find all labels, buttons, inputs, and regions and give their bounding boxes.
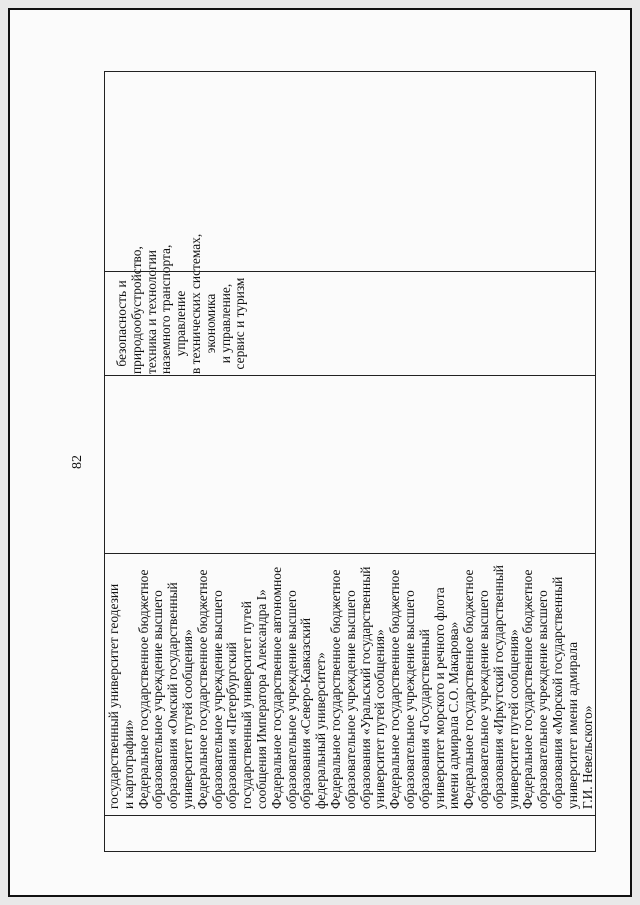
organization-line: Федеральное государственное бюджетное — [194, 569, 210, 809]
table-row — [105, 72, 596, 852]
organization-line: Федеральное государственное бюджетное — [520, 569, 536, 809]
row-number-cell — [105, 816, 596, 852]
organization-line: образовательное учреждение высшего — [342, 590, 358, 809]
organization-line: университет морского и речного флота — [431, 587, 447, 809]
empty-cell — [105, 376, 596, 554]
organizations-list — [105, 554, 595, 815]
organization-line: государственный университет путей — [239, 601, 255, 809]
specialty-line: сервис и туризм — [232, 277, 248, 370]
organization-line: образования «Омский государственный — [165, 582, 181, 809]
specialty-line: наземного транспорта, — [158, 244, 174, 374]
specialty-line: природообустройство, — [128, 246, 144, 374]
organization-line: образовательное учреждение высшего — [401, 590, 417, 809]
organization-line: имени адмирала С.О. Макарова» — [446, 621, 462, 809]
organizations-cell — [105, 554, 596, 816]
specialties-list — [105, 233, 248, 375]
organization-line: Федеральное государственное бюджетное — [327, 569, 343, 809]
organization-line: государственный университет геодезии — [106, 583, 121, 809]
organization-line: Г.И. Невельского» — [579, 705, 595, 809]
organization-line: образовательное учреждение высшего — [209, 590, 225, 809]
organization-line: образовательное учреждение высшего — [475, 590, 491, 809]
organization-line: университет путей сообщения» — [372, 629, 388, 809]
organization-line: образования «Петербургский — [224, 642, 240, 809]
organization-line: образовательное учреждение высшего — [535, 590, 551, 809]
specialty-line: управление — [173, 290, 189, 357]
specialties-cell — [105, 233, 596, 376]
specialty-line: экономика — [202, 293, 218, 354]
organization-line: образовательное учреждение высшего — [283, 590, 299, 809]
empty-cell — [105, 72, 596, 272]
organization-line: образования «Уральский государственный — [357, 566, 373, 809]
organization-line: образования «Северо-Кавказский — [298, 617, 314, 809]
organization-line: университет путей сообщения» — [505, 629, 521, 809]
rotated-page-content — [70, 72, 595, 852]
organization-line: университет путей сообщения» — [179, 629, 195, 809]
organization-line: федеральный университет» — [313, 652, 329, 809]
organization-line: образования «Государственный — [416, 629, 432, 809]
specialty-line: безопасность и — [114, 280, 129, 367]
organizations-table — [104, 71, 596, 852]
specialty-line: и управление, — [217, 283, 233, 364]
page-number: 82 — [70, 455, 85, 469]
organization-line: Федеральное государственное бюджетное — [135, 569, 151, 809]
organization-line: образовательное учреждение высшего — [150, 590, 166, 809]
document-sheet — [8, 8, 632, 897]
organization-line: Федеральное государственное автономное — [268, 566, 284, 809]
organization-line: Федеральное государственное бюджетное — [461, 569, 477, 809]
organization-line: Федеральное государственное бюджетное — [387, 569, 403, 809]
organization-line: сообщения Императора Александра I» — [253, 589, 269, 809]
organization-line: университет имени адмирала — [564, 641, 580, 809]
specialty-line: в технических системах, — [187, 233, 203, 374]
specialty-line: техника и технологии — [143, 250, 159, 374]
organization-line: и картографии» — [120, 719, 136, 809]
organization-line: образования «Морской государственный — [549, 576, 565, 809]
organization-line: образования «Иркутский государственный — [490, 565, 506, 809]
